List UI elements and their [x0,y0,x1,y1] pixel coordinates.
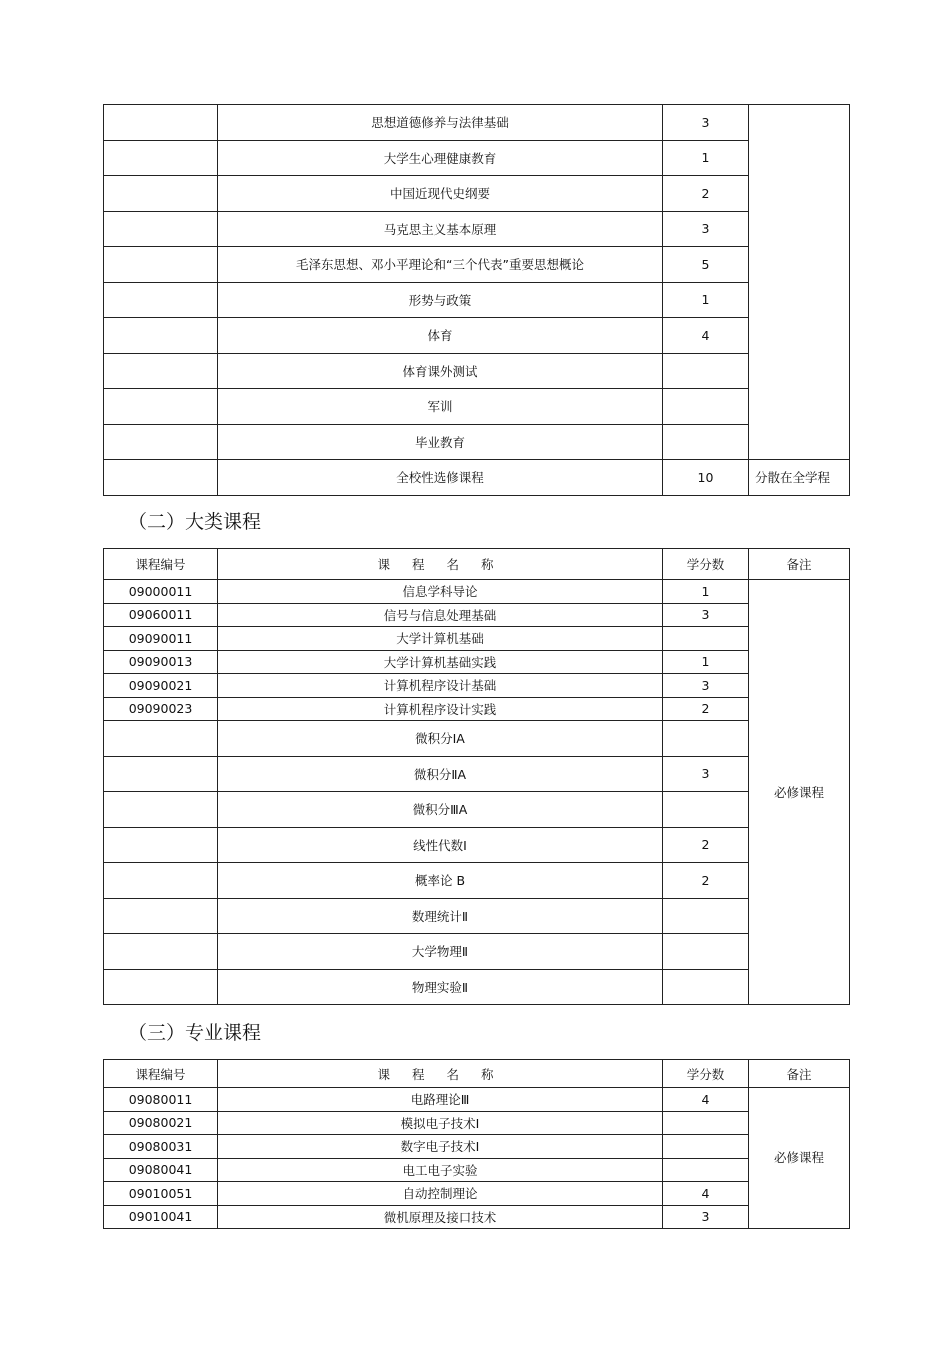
course-credits [663,1158,749,1182]
table-row [104,674,850,698]
course-credits [663,792,749,828]
table-row [104,580,850,604]
table-row [104,211,850,247]
table-row [104,603,850,627]
course-code [104,934,218,970]
course-name: 体育课外测试 [218,353,663,389]
header-code: 课程编号 [104,549,218,580]
course-name: 马克思主义基本原理 [218,211,663,247]
course-name: 体育 [218,318,663,354]
section-title-major-courses: （三）专业课程 [128,1022,262,1044]
course-code [104,460,218,496]
section-title-category-courses: （二）大类课程 [128,511,262,533]
course-code: 09080011 [104,1088,218,1112]
course-credits: 2 [663,863,749,899]
table-row [104,650,850,674]
course-credits: 3 [663,674,749,698]
course-name: 形势与政策 [218,282,663,318]
course-credits: 2 [663,827,749,863]
table-row [104,627,850,651]
table-row [104,247,850,283]
table-row [104,282,850,318]
course-name: 数理统计Ⅱ [218,898,663,934]
table-row [104,827,850,863]
table-row [104,318,850,354]
course-code: 09000011 [104,580,218,604]
course-code [104,424,218,460]
course-code [104,863,218,899]
course-credits: 1 [663,140,749,176]
course-credits: 4 [663,318,749,354]
course-credits: 3 [663,105,749,141]
course-code: 09010041 [104,1205,218,1229]
header-credits: 学分数 [663,1060,749,1088]
course-name: 微积分ⅡA [218,756,663,792]
course-code [104,389,218,425]
table-row [104,424,850,460]
course-name: 模拟电子技术Ⅰ [218,1111,663,1135]
table-row [104,792,850,828]
course-credits: 4 [663,1088,749,1112]
table-row [104,697,850,721]
course-name: 大学物理Ⅱ [218,934,663,970]
course-code: 09080041 [104,1158,218,1182]
header-code: 课程编号 [104,1060,218,1088]
course-credits [663,721,749,757]
course-credits [663,934,749,970]
header-remark: 备注 [749,549,850,580]
course-code: 09090013 [104,650,218,674]
table-row [104,1158,850,1182]
course-remark: 分散在全学程 [749,460,850,496]
course-credits [663,1111,749,1135]
course-credits [663,1135,749,1159]
course-name: 概率论 B [218,863,663,899]
course-code [104,211,218,247]
course-name: 数字电子技术Ⅰ [218,1135,663,1159]
table-row [104,898,850,934]
course-credits [663,424,749,460]
course-code [104,282,218,318]
course-name: 毕业教育 [218,424,663,460]
table-row [104,176,850,212]
table-row [104,863,850,899]
course-credits: 2 [663,176,749,212]
course-name: 自动控制理论 [218,1182,663,1206]
course-code [104,318,218,354]
category-courses-table [103,548,850,1005]
major-courses-table [103,1059,850,1229]
course-code [104,353,218,389]
table-row [104,1088,850,1112]
course-code [104,247,218,283]
table-row [104,1205,850,1229]
course-name: 大学生心理健康教育 [218,140,663,176]
table-row [104,140,850,176]
course-credits: 3 [663,603,749,627]
header-name: 课 程 名 称 [218,1060,663,1088]
course-code: 09080031 [104,1135,218,1159]
table-header-row [104,1060,850,1088]
course-code [104,140,218,176]
course-remark-empty [749,105,850,460]
course-code [104,969,218,1005]
course-credits: 1 [663,650,749,674]
course-name: 思想道德修养与法律基础 [218,105,663,141]
course-code [104,105,218,141]
header-credits: 学分数 [663,549,749,580]
course-name: 毛泽东思想、邓小平理论和“三个代表”重要思想概论 [218,247,663,283]
table-row [104,389,850,425]
course-code [104,756,218,792]
course-credits: 2 [663,697,749,721]
course-code [104,898,218,934]
course-name: 军训 [218,389,663,425]
course-name: 微机原理及接口技术 [218,1205,663,1229]
course-credits: 3 [663,1205,749,1229]
course-credits: 10 [663,460,749,496]
table-row [104,1135,850,1159]
course-credits [663,627,749,651]
course-name: 信息学科导论 [218,580,663,604]
course-name: 电路理论Ⅲ [218,1088,663,1112]
course-credits: 1 [663,282,749,318]
course-credits [663,353,749,389]
course-name: 信号与信息处理基础 [218,603,663,627]
course-code [104,792,218,828]
course-code [104,827,218,863]
table-row [104,969,850,1005]
course-name: 中国近现代史纲要 [218,176,663,212]
course-credits [663,969,749,1005]
course-name: 全校性选修课程 [218,460,663,496]
course-credits [663,898,749,934]
table-row [104,1111,850,1135]
table-row [104,105,850,141]
course-credits: 3 [663,756,749,792]
course-code: 09080021 [104,1111,218,1135]
course-name: 电工电子实验 [218,1158,663,1182]
course-credits: 1 [663,580,749,604]
course-code: 09060011 [104,603,218,627]
course-name: 计算机程序设计实践 [218,697,663,721]
course-name: 大学计算机基础实践 [218,650,663,674]
course-credits: 4 [663,1182,749,1206]
table-row [104,934,850,970]
course-code: 09090023 [104,697,218,721]
table-row [104,756,850,792]
course-code [104,721,218,757]
course-credits [663,389,749,425]
course-name: 线性代数Ⅰ [218,827,663,863]
course-credits: 3 [663,211,749,247]
course-remark: 必修课程 [749,1088,850,1229]
course-name: 微积分ⅠA [218,721,663,757]
course-name: 微积分ⅢA [218,792,663,828]
course-name: 物理实验Ⅱ [218,969,663,1005]
course-remark: 必修课程 [749,580,850,1005]
course-name: 计算机程序设计基础 [218,674,663,698]
table-row [104,353,850,389]
table-header-row [104,549,850,580]
course-code: 09010051 [104,1182,218,1206]
general-courses-table [103,104,850,496]
header-remark: 备注 [749,1060,850,1088]
table-row [104,460,850,496]
table-row [104,721,850,757]
course-code [104,176,218,212]
header-name: 课 程 名 称 [218,549,663,580]
table-row [104,1182,850,1206]
course-code: 09090021 [104,674,218,698]
course-code: 09090011 [104,627,218,651]
course-credits: 5 [663,247,749,283]
course-name: 大学计算机基础 [218,627,663,651]
